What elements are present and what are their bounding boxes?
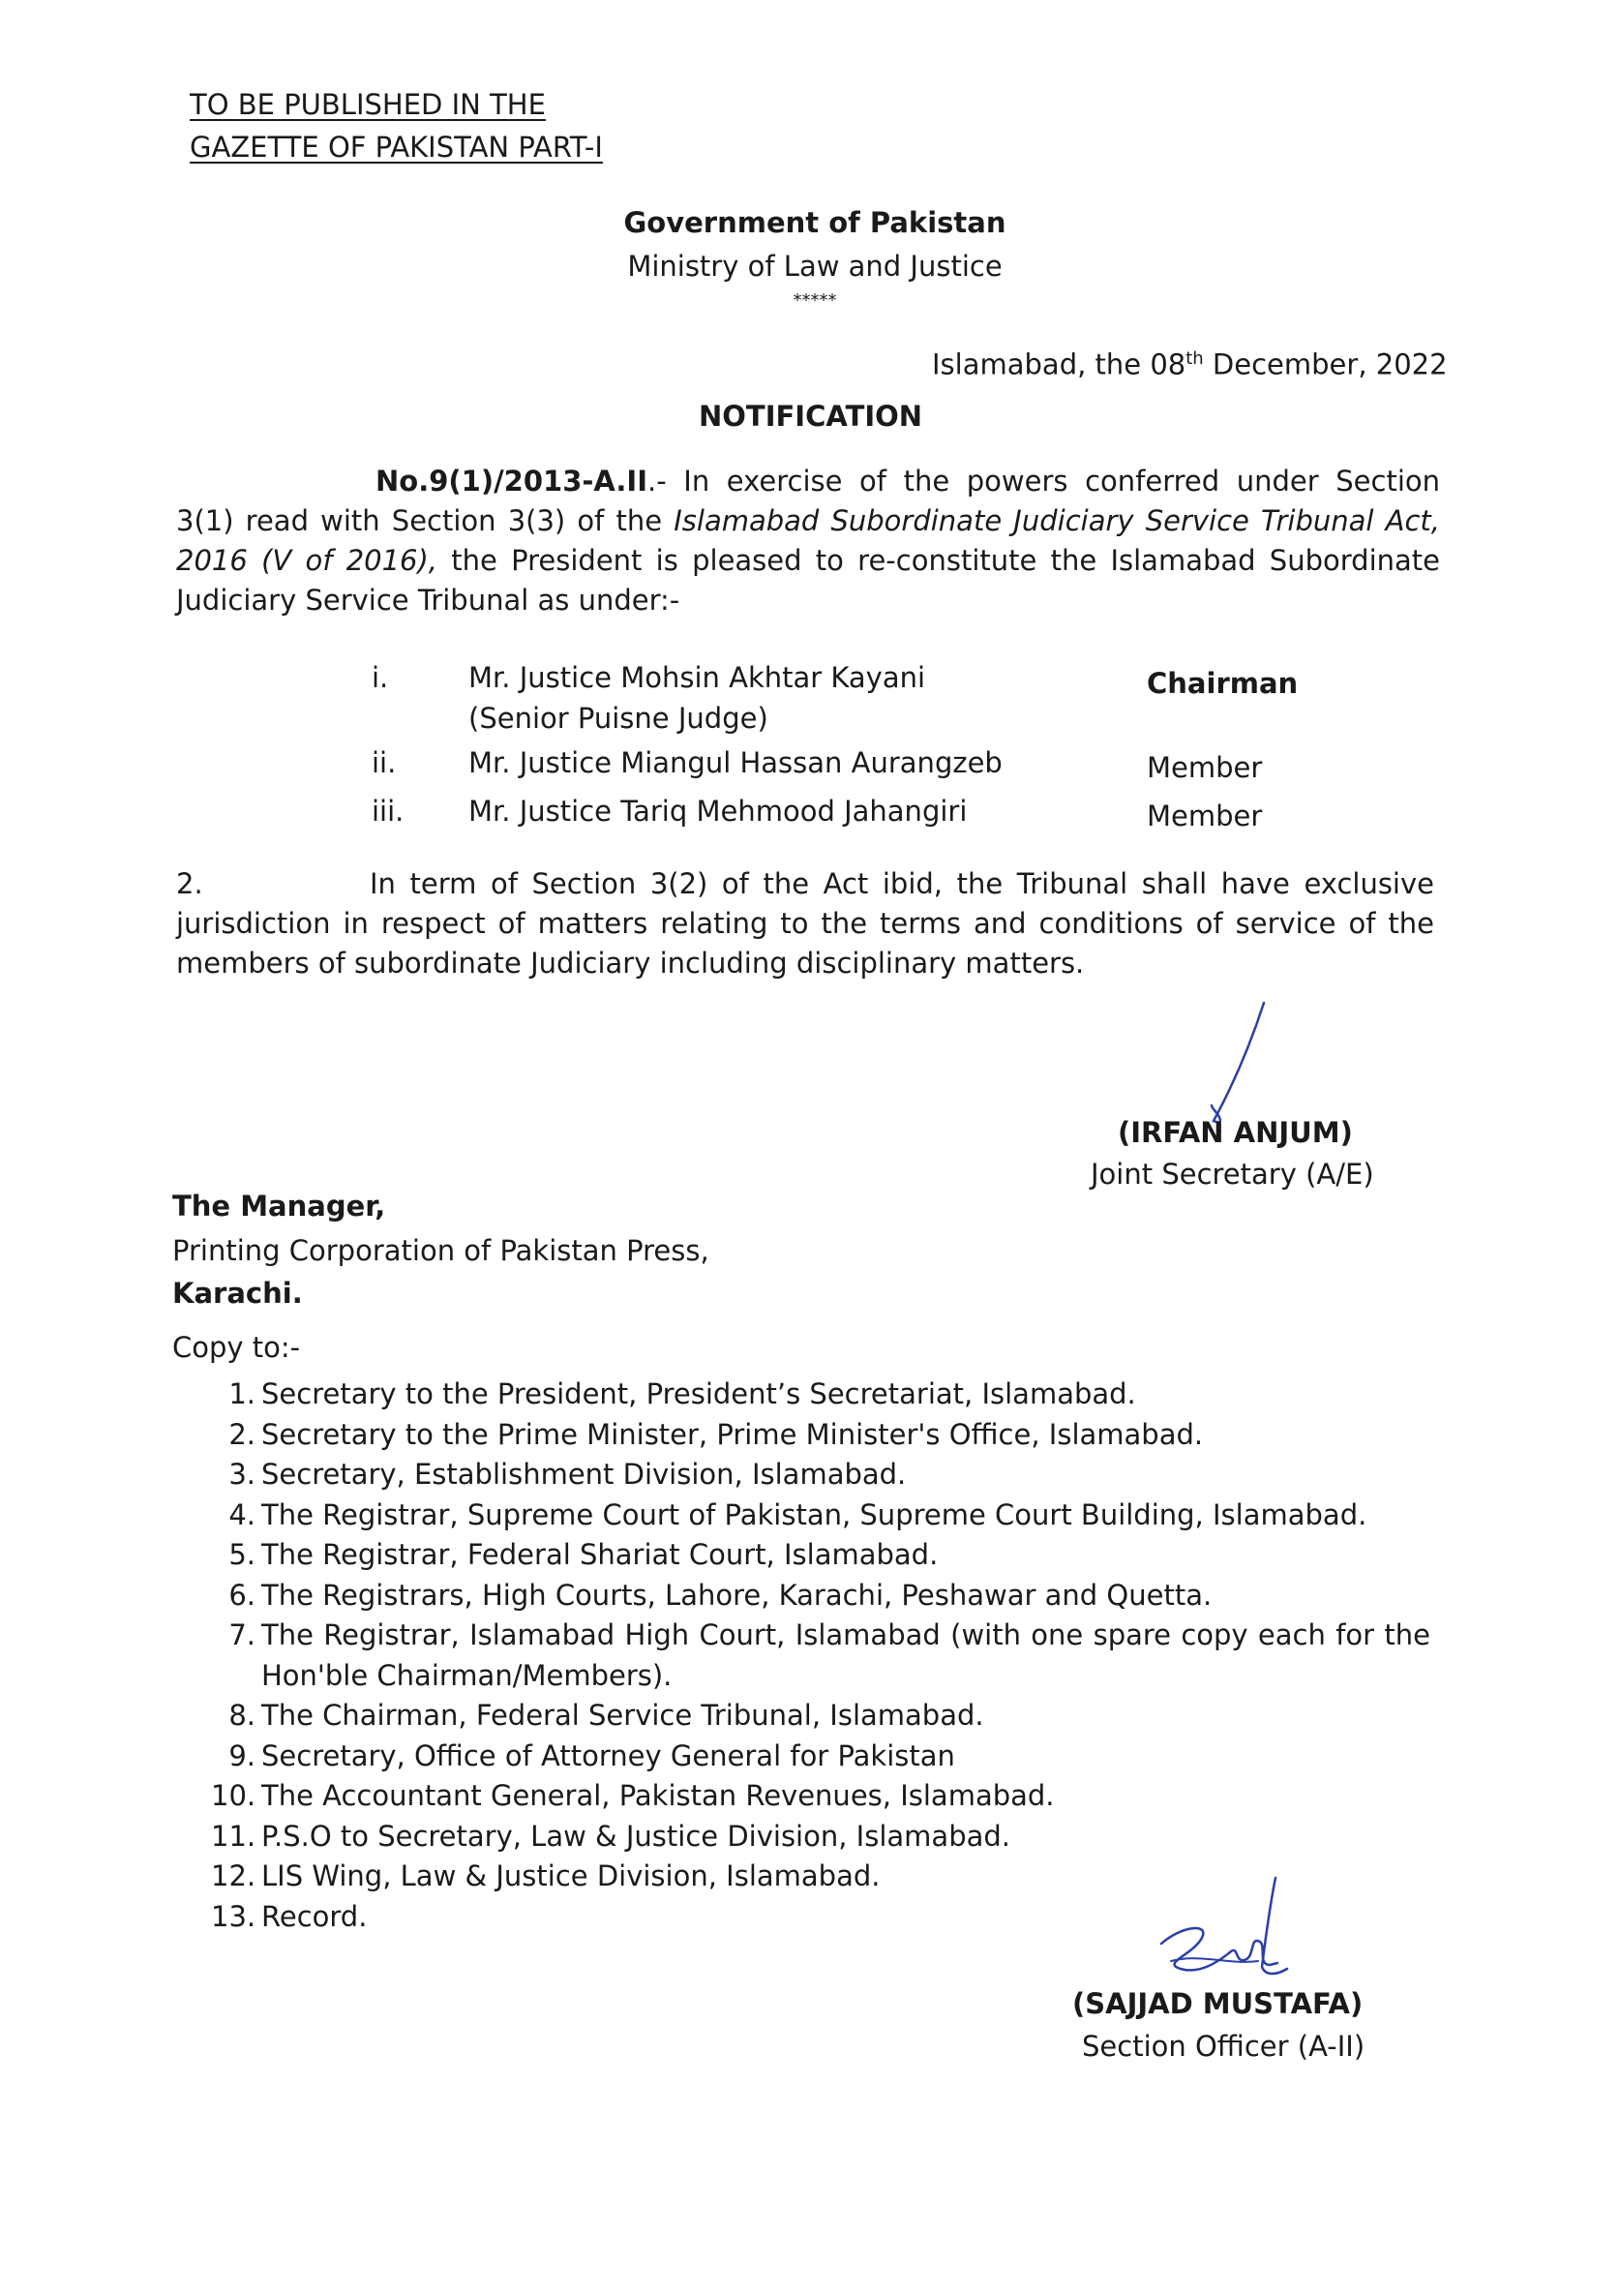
member-num: iii.	[372, 795, 405, 828]
list-item-text: Secretary, Office of Attorney General for Pakistan	[261, 1738, 955, 1772]
list-item-number: 11.	[211, 1819, 256, 1853]
date-prefix: Islamabad, the 08	[932, 347, 1186, 381]
list-item	[211, 1495, 1430, 1536]
list-item-number: 3.	[228, 1458, 255, 1491]
list-item-text: LIS Wing, Law & Justice Division, Islamabad.	[261, 1859, 881, 1892]
list-item	[211, 1817, 1430, 1858]
list-item-number: 13.	[211, 1899, 256, 1933]
member-designation: (Senior Puisne Judge)	[468, 702, 768, 735]
notification-title: NOTIFICATION	[699, 400, 923, 433]
list-item	[211, 1737, 1430, 1777]
list-item-text: The Registrar, Supreme Court of Pakistan, Supreme Court Building, Islamabad.	[261, 1497, 1367, 1531]
copy-to-list	[211, 1375, 1430, 1937]
publish-line-1: TO BE PUBLISHED IN THE	[190, 88, 546, 121]
member-num: ii.	[372, 746, 397, 779]
notification-outro: the President is pleased to re-constitute the Islamabad Subordinate Judiciary Service Tribunal as under:-	[176, 544, 1440, 617]
list-item	[211, 1375, 1430, 1415]
para2-text: In term of Section 3(2) of the Act ibid, the Tribunal shall have exclusive jurisdiction in respect of matters relating to the terms and conditions of service of the members of subordinate Judiciary including disciplinary matters.	[176, 867, 1434, 980]
list-item-number: 12.	[211, 1859, 256, 1892]
notification-intro: .- In exercise of the powers conferred under Section 3(1) read with Section 3(3) of the	[176, 465, 1440, 537]
date-suffix: December, 2022	[1203, 347, 1448, 381]
member-role-chairman: Chairman	[1147, 667, 1299, 700]
list-item	[211, 1576, 1430, 1616]
list-item	[211, 1616, 1430, 1696]
separator-stars: *****	[793, 290, 837, 311]
date-ordinal: th	[1185, 348, 1204, 369]
list-item-number: 5.	[228, 1538, 255, 1571]
list-item-text: Record.	[261, 1899, 368, 1933]
publish-line-2: GAZETTE OF PAKISTAN PART-I	[190, 131, 603, 164]
list-item-number: 7.	[228, 1618, 255, 1651]
signature-stroke-1	[1200, 997, 1277, 1133]
list-item-number: 4.	[228, 1497, 255, 1531]
list-item-text: The Accountant General, Pakistan Revenues, Islamabad.	[261, 1779, 1055, 1812]
list-item-text: Secretary to the Prime Minister, Prime Minister's Office, Islamabad.	[261, 1417, 1204, 1451]
list-item-text: The Registrars, High Courts, Lahore, Karachi, Peshawar and Quetta.	[261, 1578, 1213, 1612]
list-item-number: 9.	[228, 1738, 255, 1772]
signature-scribble-2	[1142, 1868, 1297, 2004]
member-num: i.	[372, 661, 389, 694]
act-name: Islamabad Subordinate Judiciary Service Tribunal Act, 2016 (V of 2016),	[176, 504, 1440, 577]
member-role: Member	[1147, 751, 1263, 784]
list-item-number: 10.	[211, 1779, 256, 1812]
addressee-org: Printing Corporation of Pakistan Press,	[172, 1234, 709, 1267]
addressee-title: The Manager,	[172, 1190, 386, 1223]
list-item-text: The Chairman, Federal Service Tribunal, Islamabad.	[261, 1699, 984, 1732]
ministry-heading: Ministry of Law and Justice	[627, 250, 1003, 283]
list-item-text: P.S.O to Secretary, Law & Justice Division, Islamabad.	[261, 1819, 1010, 1853]
list-item-text: Secretary, Establishment Division, Islamabad.	[261, 1458, 907, 1491]
list-item	[211, 1535, 1430, 1576]
signatory1-name: (IRFAN ANJUM)	[1118, 1116, 1353, 1149]
notification-paragraph	[176, 462, 1440, 620]
list-item-number: 2.	[228, 1417, 255, 1451]
notification-number: No.9(1)/2013-A.II	[375, 465, 647, 498]
member-name: Mr. Justice Mohsin Akhtar Kayani	[468, 661, 926, 694]
signatory2-name: (SAJJAD MUSTAFA)	[1072, 1987, 1364, 2020]
list-item	[211, 1776, 1430, 1817]
issue-date	[932, 339, 1448, 385]
member-name: Mr. Justice Miangul Hassan Aurangzeb	[468, 746, 1003, 779]
list-item	[211, 1415, 1430, 1456]
list-item-text: Secretary to the President, President’s Secretariat, Islamabad.	[261, 1377, 1136, 1410]
member-role: Member	[1147, 800, 1263, 832]
signatory2-designation: Section Officer (A-II)	[1082, 2030, 1365, 2063]
addressee-city: Karachi.	[172, 1277, 303, 1310]
copy-to-label: Copy to:-	[172, 1331, 301, 1364]
list-item-text: The Registrar, Federal Shariat Court, Islamabad.	[261, 1538, 939, 1571]
signatory1-designation: Joint Secretary (A/E)	[1091, 1158, 1374, 1191]
list-item-text: The Registrar, Islamabad High Court, Islamabad (with one spare copy each for the Hon'ble Chairman/Members).	[261, 1618, 1430, 1692]
list-item-number: 1.	[228, 1377, 255, 1410]
list-item-number: 6.	[228, 1578, 255, 1612]
government-heading: Government of Pakistan	[623, 206, 1006, 239]
para2-number: 2.	[176, 867, 203, 900]
member-name: Mr. Justice Tariq Mehmood Jahangiri	[468, 795, 968, 828]
list-item	[211, 1455, 1430, 1495]
list-item	[211, 1696, 1430, 1737]
list-item-number: 8.	[228, 1699, 255, 1732]
